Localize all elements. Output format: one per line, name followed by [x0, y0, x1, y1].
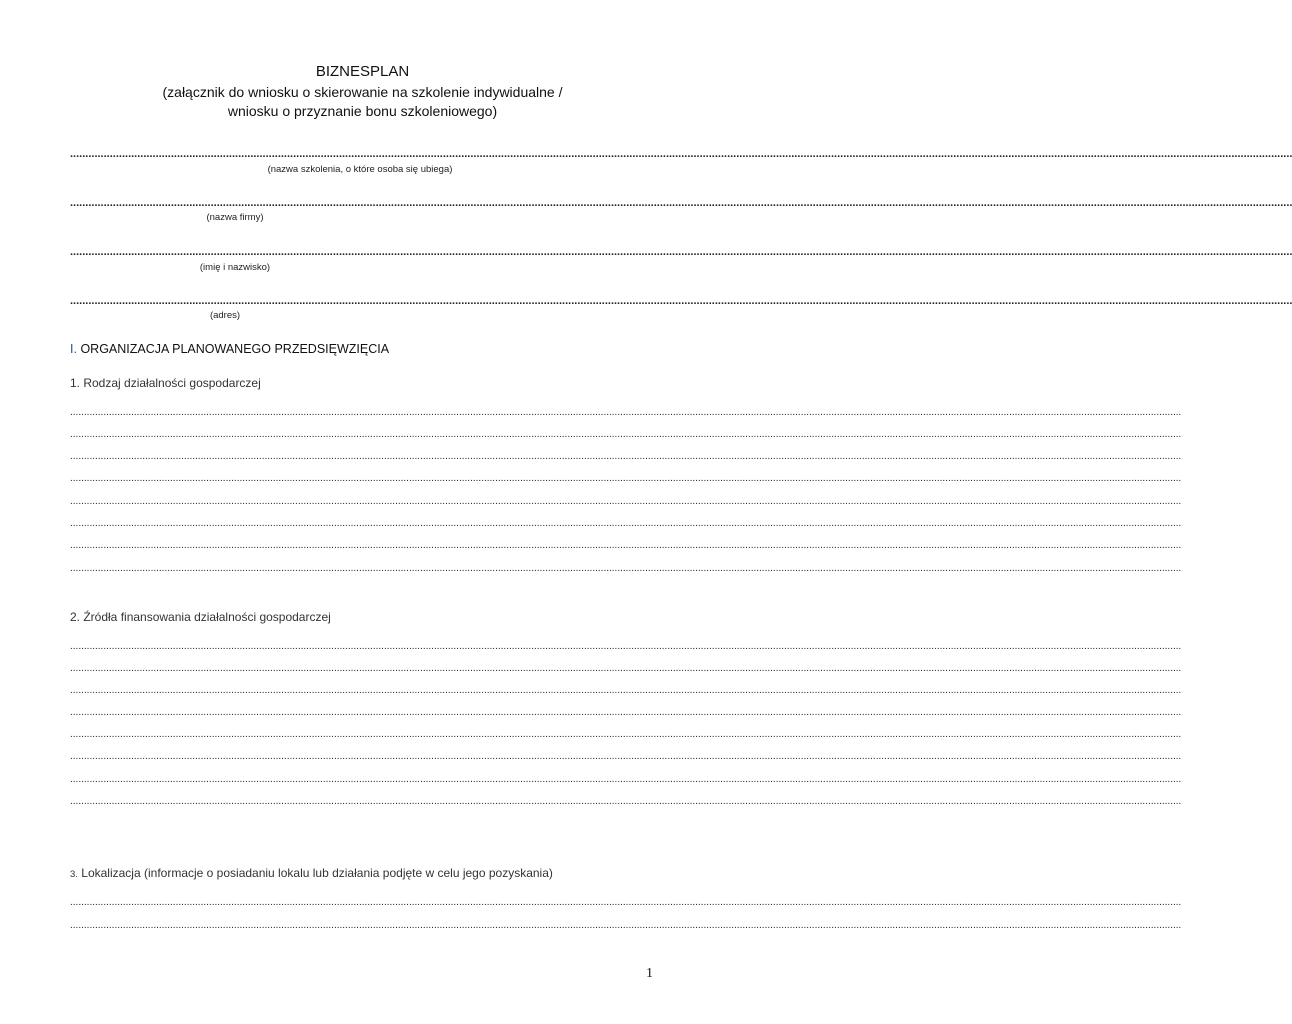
full-name-caption: (imię i nazwisko) — [199, 262, 271, 273]
answer-1-line[interactable]: ................................................................................................................................................................................................................................................................................................................................................................................................................ — [70, 496, 1182, 507]
document-title: BIZNESPLAN — [315, 63, 410, 80]
answer-1-line[interactable]: ................................................................................................................................................................................................................................................................................................................................................................................................................ — [70, 518, 1182, 529]
answer-3-line[interactable]: ................................................................................................................................................................................................................................................................................................................................................................................................................ — [70, 920, 1182, 931]
company-name-field[interactable]: ................................................................................................................................................................................................................................................................................................................................................................................................................ — [70, 197, 1292, 209]
answer-2-line[interactable]: ................................................................................................................................................................................................................................................................................................................................................................................................................ — [70, 774, 1182, 785]
page-number: 1 — [646, 966, 653, 981]
answer-1-line[interactable]: ................................................................................................................................................................................................................................................................................................................................................................................................................ — [70, 429, 1182, 440]
answer-2-line[interactable]: ................................................................................................................................................................................................................................................................................................................................................................................................................ — [70, 796, 1182, 807]
answer-1-line[interactable]: ................................................................................................................................................................................................................................................................................................................................................................................................................ — [70, 563, 1182, 574]
training-name-field[interactable]: ................................................................................................................................................................................................................................................................................................................................................................................................................ — [70, 148, 1292, 160]
section-title: ORGANIZACJA PLANOWANEGO PRZEDSIĘWZIĘCIA — [80, 342, 390, 356]
question-3-number: 3. — [70, 869, 78, 880]
answer-1-line[interactable]: ................................................................................................................................................................................................................................................................................................................................................................................................................ — [70, 451, 1182, 462]
full-name-field[interactable]: ................................................................................................................................................................................................................................................................................................................................................................................................................ — [70, 246, 1292, 258]
company-name-caption: (nazwa firmy) — [206, 212, 264, 223]
answer-2-line[interactable]: ................................................................................................................................................................................................................................................................................................................................................................................................................ — [70, 751, 1182, 762]
document-subtitle-line1: (załącznik do wniosku o skierowanie na szkolenie indywidualne / — [162, 84, 563, 100]
answer-2-line[interactable]: ................................................................................................................................................................................................................................................................................................................................................................................................................ — [70, 707, 1182, 718]
answer-2-line[interactable]: ................................................................................................................................................................................................................................................................................................................................................................................................................ — [70, 641, 1182, 652]
address-caption: (adres) — [209, 310, 241, 321]
question-1-label: 1. Rodzaj działalności gospodarczej — [70, 376, 261, 390]
document-subtitle-line2: wniosku o przyznanie bonu szkoleniowego) — [227, 103, 498, 119]
answer-1-line[interactable]: ................................................................................................................................................................................................................................................................................................................................................................................................................ — [70, 540, 1182, 551]
question-3-text: Lokalizacja (informacje o posiadaniu lokalu lub działania podjęte w celu jego pozyskania) — [81, 866, 553, 880]
answer-2-line[interactable]: ................................................................................................................................................................................................................................................................................................................................................................................................................ — [70, 729, 1182, 740]
address-field[interactable]: ................................................................................................................................................................................................................................................................................................................................................................................................................ — [70, 295, 1292, 307]
answer-2-line[interactable]: ................................................................................................................................................................................................................................................................................................................................................................................................................ — [70, 663, 1182, 674]
question-2-label: 2. Źródła finansowania działalności gospodarczej — [70, 610, 331, 624]
answer-3-line[interactable]: ................................................................................................................................................................................................................................................................................................................................................................................................................ — [70, 897, 1182, 908]
answer-2-line[interactable]: ................................................................................................................................................................................................................................................................................................................................................................................................................ — [70, 685, 1182, 696]
answer-1-line[interactable]: ................................................................................................................................................................................................................................................................................................................................................................................................................ — [70, 407, 1182, 418]
section-number: I. — [70, 342, 77, 356]
training-name-caption: (nazwa szkolenia, o które osoba się ubiega) — [267, 164, 453, 175]
section-heading — [70, 342, 389, 356]
answer-1-line[interactable]: ................................................................................................................................................................................................................................................................................................................................................................................................................ — [70, 473, 1182, 484]
question-3-label — [70, 866, 553, 880]
